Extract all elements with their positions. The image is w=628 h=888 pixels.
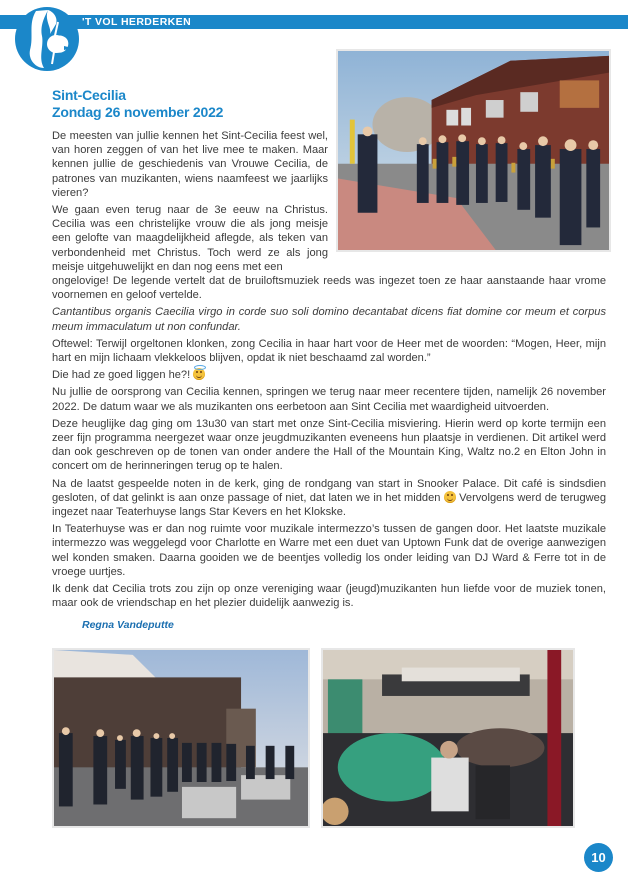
photo-row — [52, 648, 606, 844]
photo-band-outdoor-building — [52, 648, 310, 828]
magazine-title: 'T VOL HERDERKEN — [82, 16, 192, 28]
paragraph: In Teaterhuyse was er dan nog ruimte voor muzikale intermezzo’s tussen de gangen door. Het laatste muzikale intermezzo was weggelegd voor Charlotte en Warre met een duet van Uptown Funk dat de overige aanwezigen wel konden smaken. Daarna gooiden we de beentjes volledig los onder leiding van DJ Ward & Ferre tot in de vroege uurtjes. — [52, 523, 606, 578]
paragraph-with-emoji — [52, 477, 606, 520]
smiling-face-with-halo-emoji-icon — [193, 368, 205, 380]
photo-party-teaterhuyse — [321, 648, 575, 828]
paragraph-with-emoji — [52, 368, 606, 382]
latin-quote: Cantantibus organis Caecilia virgo in corde suo soli domino decantabat dicens fiat domine cor meum et corpus meum immaculatum ut non confundar. — [52, 306, 606, 333]
paragraph: Ik denk dat Cecilia trots zou zijn op onze vereniging waar (jeugd)muzikanten hun liefde voor de muziek tonen, maar ook de vriendschap en het plezier duidelijk aanwezig is. — [52, 583, 606, 610]
grinning-sweat-emoji-icon — [444, 491, 456, 503]
paragraph-text: Vervolgens werd de terugweg ingezet naar Teaterhuyse langs Star Kevers en het Klokske. — [52, 491, 606, 519]
photo-band-playing-street — [336, 49, 611, 252]
article-date: Zondag 26 november 2022 — [52, 104, 224, 120]
paragraph: We gaan even terug naar de 3e eeuw na Christus. Cecilia was een christelijke vrouw die als jong meisje een gelofte van maagdelijkheid aflegde, als teken van verbondenheid met Christus. Toch werd ze als jong meisje uitgehuwelijkt en dan nog eens met een — [52, 204, 328, 273]
paragraph: ongelovige! De legende vertelt dat de bruiloftsmuziek reeds was ingezet toen ze haar aanstaande haar vrome voornemen en geloof vertelde. — [52, 275, 606, 302]
paragraph: De meesten van jullie kennen het Sint-Cecilia feest wel, van horen zeggen of van het live mee te maken. Maar kennen jullie de geschiedenis van Vrouwe Cecilia, de patrones van muzikanten, wiens naamfeest we jaarlijks vieren? — [52, 130, 328, 199]
paragraph: Deze heuglijke dag ging om 13u30 van start met onze Sint-Cecilia misviering. Hierin werd op korte termijn een zeer fijn programma neergezet waar onze jeugdmuzikanten eveneens hun plaatsje in verdienen. Dit artikel werd dan ook geschreven op de tonen van onder andere the Hall of the Mountain King, Waltz no.2 en Elton John in concert om de herinneringen terug op te halen. — [52, 417, 606, 473]
paragraph-text: Die had ze goed liggen he?! — [52, 369, 191, 382]
article-title-line1: Sint-Cecilia — [52, 87, 126, 103]
article — [52, 0, 606, 844]
paragraph-text: Na de laatst gespeelde noten in de kerk, ging de rondgang van start in Snooker Palace. Dit café is sindsdien gesloten, of dat gelinkt is aan onze passage of niet, dat laten we in het midden — [52, 477, 606, 504]
paragraph: Oftewel: Terwijl orgeltonen klonken, zong Cecilia in haar hart voor de Heer met de woorden: “Mogen, Heer, mijn hart en mijn lichaam vlekkeloos blijven, opdat ik niet beschaamd zal worden.” — [52, 337, 606, 365]
page-number-badge: 10 — [584, 843, 613, 872]
author-signature: Regna Vandeputte — [82, 618, 174, 631]
paragraph: Nu jullie de oorsprong van Cecilia kennen, springen we terug naar meer recentere tijden, namelijk 26 november 2022. De datum waar we als muzikanten ons eerbetoon aan Sint Cecilia met waardigheid uitvoerden. — [52, 386, 606, 413]
